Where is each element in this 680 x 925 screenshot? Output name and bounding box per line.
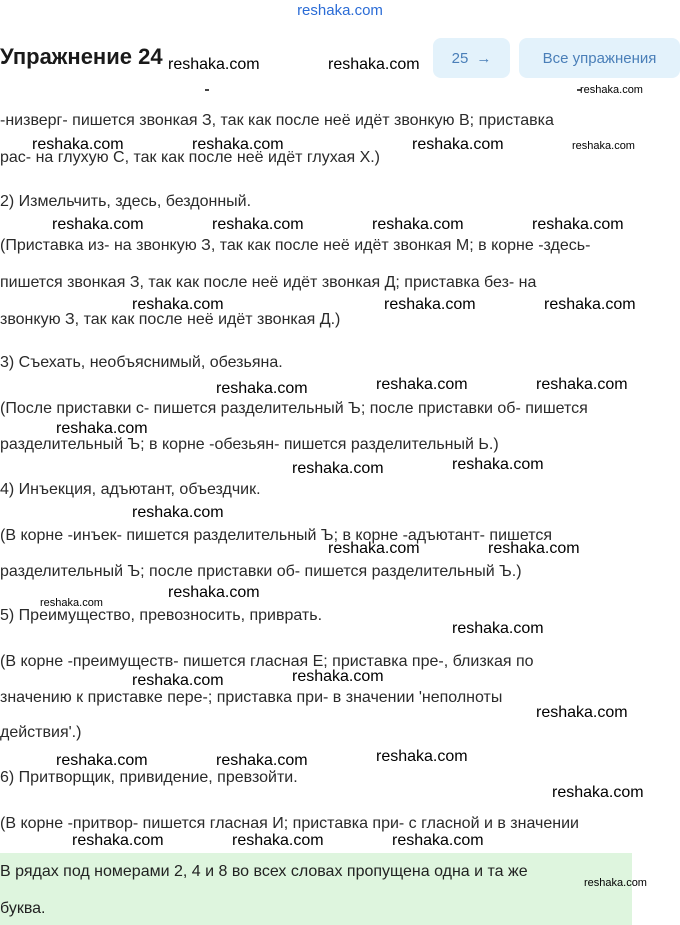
watermark: reshaka.com: [192, 136, 284, 153]
watermark: reshaka.com: [132, 296, 224, 313]
watermark: reshaka.com: [544, 296, 636, 313]
next-exercise-button[interactable]: [433, 38, 510, 78]
solution-line: рас- на глухую С, так как после неё идёт глухая Х.): [0, 149, 381, 166]
watermark: reshaka.com: [292, 668, 384, 685]
watermark: reshaka.com: [216, 752, 308, 769]
watermark: reshaka.com: [552, 784, 644, 801]
watermark: reshaka.com: [488, 540, 580, 557]
solution-line: 3) Съехать, необъяснимый, обезьяна.: [0, 354, 283, 371]
watermark: reshaka.com: [452, 456, 544, 473]
watermark: reshaka.com: [532, 216, 624, 233]
watermark: reshaka.com: [52, 216, 144, 233]
watermark: reshaka.com: [372, 216, 464, 233]
solution-line: 6) Притворщик, привидение, превзойти.: [0, 769, 298, 786]
conclusion-box: [0, 853, 632, 925]
solution-line: (В корне -инъек- пишется разделительный Ъ; в корне -адъютант- пишется: [0, 527, 553, 544]
watermark: reshaka.com: [536, 376, 628, 393]
watermark: reshaka.com: [572, 140, 635, 152]
watermark: reshaka.com: [232, 832, 324, 849]
watermark: reshaka.com: [132, 504, 224, 521]
watermark: reshaka.com: [384, 296, 476, 313]
watermark: reshaka.com: [168, 584, 260, 601]
watermark: reshaka.com: [168, 56, 260, 73]
page-title: Упражнение 24: [0, 44, 163, 69]
solution-line: значению к приставке пере-; приставка при- в значении 'неполноты: [0, 689, 503, 706]
watermark: reshaka.com: [216, 380, 308, 397]
conclusion-line: буква.: [0, 900, 46, 917]
watermark: reshaka.com: [56, 752, 148, 769]
conclusion-line: В рядах под номерами 2, 4 и 8 во всех словах пропущена одна и та же: [0, 863, 528, 880]
solution-line: 5) Преимущество, превозносить, приврать.: [0, 607, 323, 624]
watermark: reshaka.com: [392, 832, 484, 849]
watermark: reshaka.com: [452, 620, 544, 637]
watermark: reshaka.com: [584, 877, 647, 889]
solution-line: (В корне -притвор- пишется гласная И; приставка при- с гласной и в значении: [0, 815, 579, 832]
solution-line: действия'.): [0, 724, 82, 741]
watermark: reshaka.com: [292, 460, 384, 477]
next-exercise-label: 25: [451, 49, 469, 67]
solution-line: (Приставка из- на звонкую З, так как после неё идёт звонкая М; в корне -здесь-: [0, 237, 591, 254]
watermark: reshaka.com: [536, 704, 628, 721]
solution-line: -низверг- пишется звонкая З, так как после неё идёт звонкую В; приставка: [0, 112, 554, 129]
watermark: reshaka.com: [376, 748, 468, 765]
arrow-right-icon: →: [476, 49, 492, 67]
solution-line: 2) Измельчить, здесь, бездонный.: [0, 193, 252, 210]
solution-line: (После приставки с- пишется разделительный Ъ; после приставки об- пишется: [0, 400, 588, 417]
watermark: reshaka.com: [328, 56, 420, 73]
cropped-text-fragment: [205, 89, 209, 91]
solution-line: (В корне -преимуществ- пишется гласная Е; приставка пре-, близкая по: [0, 653, 534, 670]
solution-line: пишется звонкая З, так как после неё идёт звонкая Д; приставка без- на: [0, 274, 537, 291]
watermark: reshaka.com: [412, 136, 504, 153]
watermark: reshaka.com: [40, 597, 103, 609]
watermark: reshaka.com: [212, 216, 304, 233]
solution-line: звонкую З, так как после неё идёт звонкая Д.): [0, 311, 341, 328]
watermark: reshaka.com: [32, 136, 124, 153]
watermark: reshaka.com: [580, 84, 643, 96]
watermark: reshaka.com: [328, 540, 420, 557]
watermark: reshaka.com: [376, 376, 468, 393]
solution-line: разделительный Ъ; после приставки об- пишется разделительный Ъ.): [0, 563, 522, 580]
watermark: reshaka.com: [56, 420, 148, 437]
solution-line: разделительный Ъ; в корне -обезьян- пишется разделительный Ь.): [0, 436, 499, 453]
solution-line: 4) Инъекция, адъютант, объездчик.: [0, 481, 261, 498]
site-link[interactable]: reshaka.com: [297, 2, 383, 19]
watermark: reshaka.com: [132, 672, 224, 689]
watermark: reshaka.com: [72, 832, 164, 849]
all-exercises-button[interactable]: Все упражнения: [519, 38, 680, 78]
